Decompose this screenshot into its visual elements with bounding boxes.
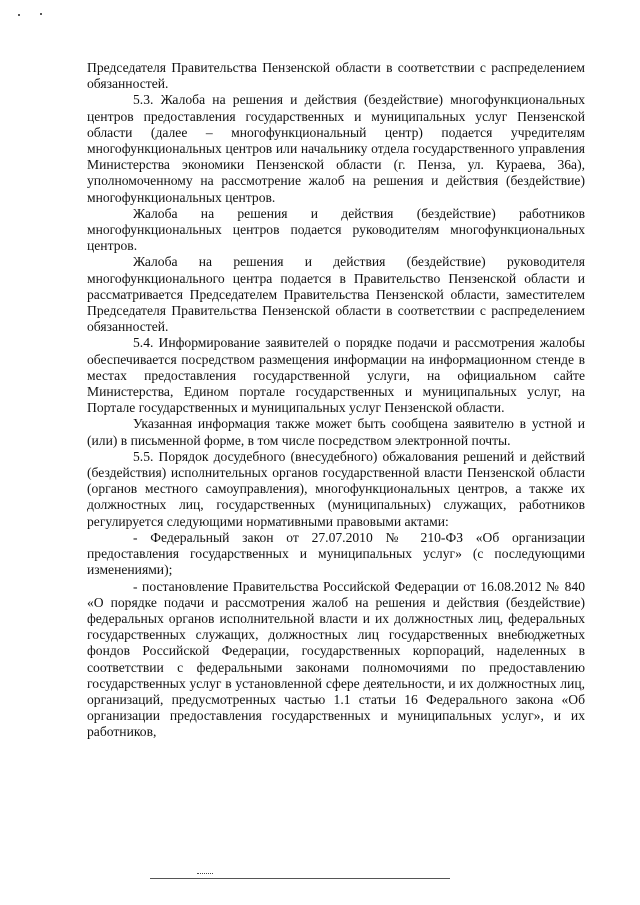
paragraph-5-4: 5.4. Информирование заявителей о порядке подачи и рассмотрения жалобы обеспечивается посредством размещения информации на информационном стенде в местах предоставления государственной услуги, на официальном сайте Министерства, Едином портале государственных и муниципальных услуг, на Портале государственных и муниципальных услуг Пензенской области. — [87, 335, 585, 416]
paragraph-info-delivery: Указанная информация также может быть сообщена заявителю в устной и (или) в письменной форме, в том числе посредством электронной почты. — [87, 416, 585, 448]
scan-speck — [18, 14, 20, 16]
paragraph-head-complaint: Жалоба на решения и действия (бездействие) руководителя многофункционального центра подается в Правительство Пензенской области и рассматривается Председателем Правительства Пензенской области, заместителем Председателя Правительства Пензенской области в соответствии с распределением обязанностей. — [87, 254, 585, 335]
paragraph-government-decree: - постановление Правительства Российской Федерации от 16.08.2012 № 840 «О порядке подачи и рассмотрения жалоб на решения и действия (бездействие) федеральных органов исполнительной власти и их должностных лиц, федеральных государственных служащих, должностных лиц государственных внебюджетных фондов Российской Федерации, государственных корпораций, наделенных в соответствии с федеральными законами полномочиями по предоставлению государственных услуг в установленной сфере деятельности, и их должностных лиц, организаций, предусмотренных частью 1.1 статьи 16 Федерального закона «Об организации предоставления государственных и муниципальных услуг», и их работников, — [87, 578, 585, 740]
scan-speck — [40, 13, 42, 15]
paragraph-workers-complaint: Жалоба на решения и действия (бездействие) работников многофункциональных центров подается руководителям многофункциональных центров. — [87, 205, 585, 254]
paragraph-continuation: Председателя Правительства Пензенской области в соответствии с распределением обязанностей. — [87, 60, 585, 92]
footer-rule — [150, 878, 450, 879]
paragraph-5-5: 5.5. Порядок досудебного (внесудебного) обжалования решений и действий (бездействия) исполнительных органов государственной власти Пензенской области (органов местного самоуправления), многофункциональных центров, а также их должностных лиц, государственных (муниципальных) служащих, работников регулируется следующими нормативными правовыми актами: — [87, 448, 585, 529]
scan-artifacts — [0, 0, 60, 30]
document-body — [87, 60, 585, 741]
paragraph-5-3: 5.3. Жалоба на решения и действия (бездействие) многофункциональных центров предоставления государственных и муниципальных услуг Пензенской области (далее – многофункциональный центр) подается учредителям многофункциональных центров или начальнику отдела государственного управления Министерства экономики Пензенской области (г. Пенза, ул. Кураева, 36а), уполномоченному на рассмотрение жалоб на решения и действия (бездействие) многофункциональных центров. — [87, 92, 585, 205]
paragraph-federal-law: - Федеральный закон от 27.07.2010 № 210-ФЗ «Об организации предоставления государственных и муниципальных услуг» (с последующими изменениями); — [87, 529, 585, 578]
footer-dotted-mark — [197, 873, 213, 877]
